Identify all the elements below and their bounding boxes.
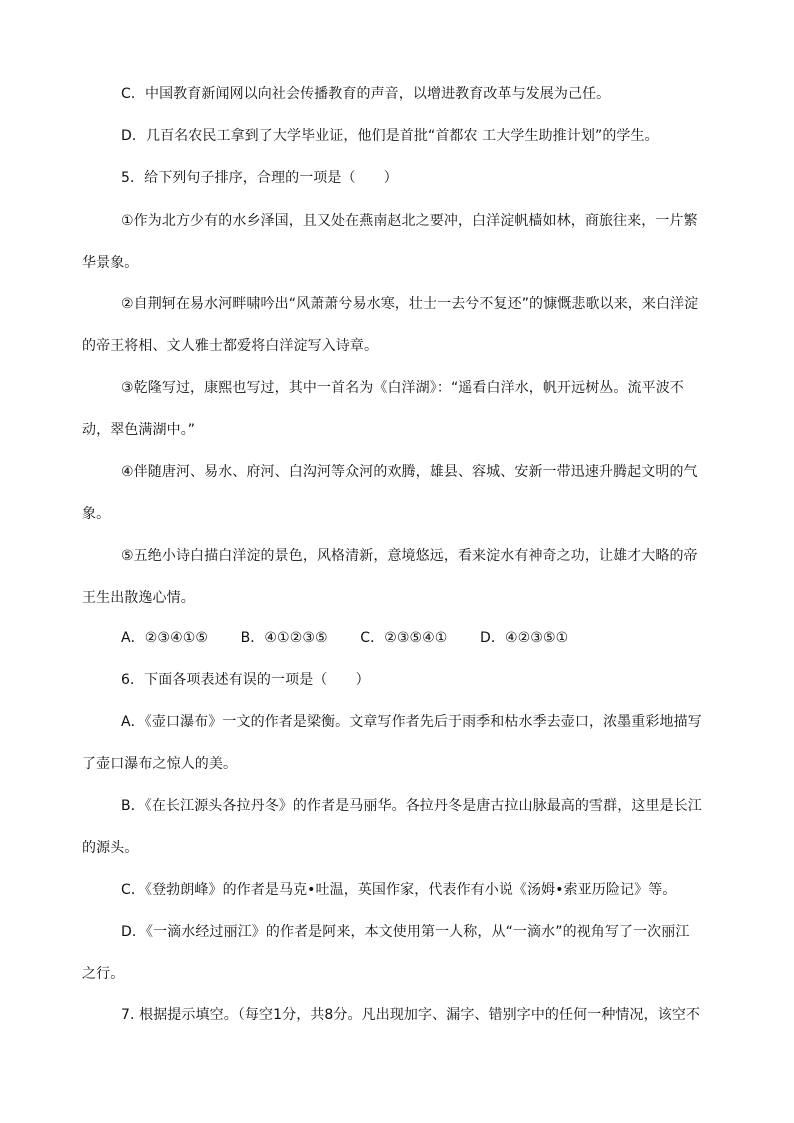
- sentence-5-line-2: 王生出散逸心情。: [82, 590, 195, 606]
- q6-option-b-line-2: 的源头。: [82, 840, 139, 856]
- question-6-title: 6．下面各项表述有误的一项是（ ）: [121, 672, 370, 688]
- question-5-options: [0, 628, 794, 648]
- option-c-line: C．中国教育新闻网以向社会传播教育的声音，以增进教育改革与发展为己任。: [121, 86, 611, 102]
- sentence-2-line-2: 的帝王将相、文人雅士都爱将白洋淀写入诗章。: [82, 338, 379, 354]
- sentence-5-line-1: ⑤五绝小诗白描白洋淀的景色，风格清新，意境悠远，看来淀水有神奇之功，让雄才大略的帝: [121, 548, 698, 564]
- q6-option-a-line-1: A．《壶口瀑布》一文的作者是梁衡。文章写作者先后于雨季和枯水季去壶口，浓墨重彩地描写: [121, 714, 702, 730]
- q6-option-c-line: C．《登勃朗峰》的作者是马克•吐温，英国作家，代表作有小说《汤姆•索亚历险记》等。: [121, 882, 677, 898]
- question-5-option-c: C．②③⑤④①: [360, 630, 448, 646]
- option-d-line: D．几百名农民工拿到了大学毕业证，他们是首批“首都农 工大学生助推计划”的学生。: [121, 128, 659, 144]
- question-5-title: 5．给下列句子排序，合理的一项是（ ）: [121, 170, 398, 186]
- question-7-title: 7. 根据提示填空。（每空1分，共8分。凡出现加字、漏字、错别字中的任何一种情况，该空不: [121, 1007, 701, 1023]
- sentence-1-line-1: ①作为北方少有的水乡泽国，且又处在燕南赵北之要冲，白洋淀帆樯如林，商旅往来，一片繁: [121, 213, 698, 229]
- question-5-option-a: A．②③④①⑤: [121, 630, 209, 646]
- q6-option-a-line-2: 了壶口瀑布之惊人的美。: [82, 756, 238, 772]
- sentence-3-line-1: ③乾隆写过，康熙也写过，其中一首名为《白洋湖》：“遥看白洋水，帆开远树丛。流平波不: [121, 380, 684, 396]
- q6-option-b-line-1: B．《在长江源头各拉丹冬》的作者是马丽华。各拉丹冬是唐古拉山脉最高的雪群，这里是长江: [121, 798, 702, 814]
- question-5-option-b: B．④①②③⑤: [240, 630, 328, 646]
- sentence-4-line-1: ④伴随唐河、易水、府河、白沟河等众河的欢腾，雄县、容城、安新一带迅速升腾起文明的气: [121, 464, 698, 480]
- sentence-1-line-2: 华景象。: [82, 255, 139, 271]
- question-5-option-d: D．④②③⑤①: [480, 630, 569, 646]
- q6-option-d-line-2: 之行。: [82, 966, 125, 982]
- sentence-3-line-2: 动，翠色满湖中。”: [82, 422, 196, 438]
- sentence-2-line-1: ②自荆轲在易水河畔啸吟出“风萧萧兮易水寒，壮士一去兮不复还”的慷慨悲歌以来，来白洋淀: [121, 296, 699, 312]
- q6-option-d-line-1: D．《一滴水经过丽江》的作者是阿来，本文使用第一人称，从“一滴水”的视角写了一次丽江: [121, 924, 690, 940]
- sentence-4-line-2: 象。: [82, 506, 111, 522]
